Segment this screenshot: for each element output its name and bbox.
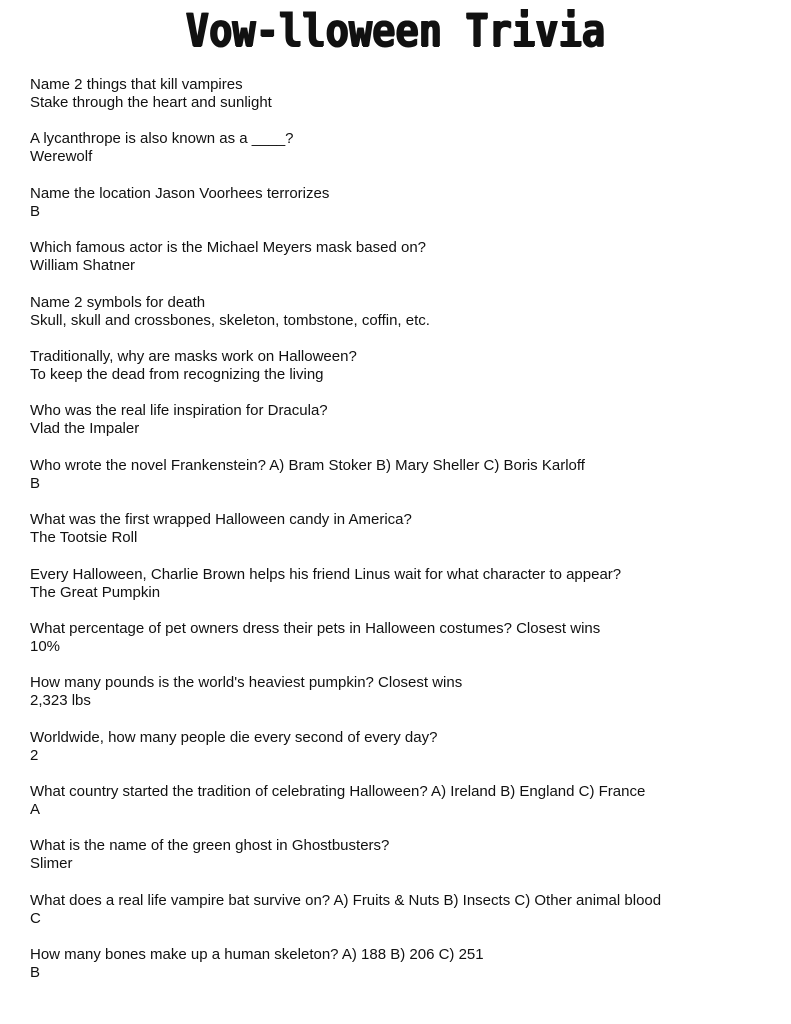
list-item	[30, 674, 770, 728]
question-text: Who wrote the novel Frankenstein? A) Bram Stoker B) Mary Sheller C) Boris Karloff	[30, 456, 585, 474]
list-item	[30, 76, 770, 130]
answer-text: Slimer	[30, 855, 73, 873]
list-item	[30, 294, 770, 348]
question-text: What was the first wrapped Halloween candy in America?	[30, 511, 412, 529]
question-text: Traditionally, why are masks work on Halloween?	[30, 347, 357, 365]
answer-text: Werewolf	[30, 148, 93, 166]
list-item	[30, 620, 770, 674]
answer-text: B	[30, 202, 41, 220]
question-text: Name 2 symbols for death	[30, 293, 206, 311]
question-text: Who was the real life inspiration for Dracula?	[30, 402, 328, 420]
question-text: Worldwide, how many people die every second of every day?	[30, 728, 438, 746]
answer-text: 10%	[30, 637, 61, 655]
list-item	[30, 783, 770, 837]
question-text: Name 2 things that kill vampires	[30, 76, 243, 93]
list-item	[30, 892, 770, 946]
answer-text: The Great Pumpkin	[30, 583, 161, 601]
list-item	[30, 239, 770, 293]
answer-text: William Shatner	[30, 257, 136, 275]
answer-text: C	[30, 909, 41, 927]
list-item	[30, 566, 770, 620]
question-text: Which famous actor is the Michael Meyers mask based on?	[30, 239, 426, 257]
list-item	[30, 837, 770, 891]
answer-text: To keep the dead from recognizing the living	[30, 365, 324, 383]
question-text: A lycanthrope is also known as a ____?	[30, 130, 294, 148]
question-text: What percentage of pet owners dress their pets in Halloween costumes? Closest wins	[30, 619, 601, 637]
list-item	[30, 511, 770, 565]
list-item	[30, 185, 770, 239]
answer-text: 2	[30, 746, 39, 764]
question-text: How many pounds is the world's heaviest pumpkin? Closest wins	[30, 674, 463, 692]
question-text: Name the location Jason Voorhees terrorizes	[30, 184, 330, 202]
answer-text: Vlad the Impaler	[30, 420, 140, 438]
answer-text: B	[30, 474, 41, 492]
question-text: What is the name of the green ghost in Ghostbusters?	[30, 837, 390, 855]
question-list	[30, 76, 770, 1001]
question-text: What country started the tradition of celebrating Halloween? A) Ireland B) England C) France	[30, 783, 646, 801]
list-item	[30, 729, 770, 783]
answer-text: Skull, skull and crossbones, skeleton, tombstone, coffin, etc.	[30, 311, 430, 329]
list-item	[30, 457, 770, 511]
answer-text: Stake through the heart and sunlight	[30, 94, 272, 111]
list-item	[30, 130, 770, 184]
answer-text: The Tootsie Roll	[30, 529, 138, 547]
answer-text: 2,323 lbs	[30, 692, 91, 710]
question-text: How many bones make up a human skeleton? A) 188 B) 206 C) 251	[30, 946, 484, 964]
question-text: Every Halloween, Charlie Brown helps his friend Linus wait for what character to appear?	[30, 565, 622, 583]
list-item	[30, 946, 770, 1000]
answer-text: A	[30, 801, 41, 819]
question-text: What does a real life vampire bat survive on? A) Fruits & Nuts B) Insects C) Other animal blood	[30, 891, 662, 909]
answer-text: B	[30, 964, 41, 982]
page-title: Vow-lloween Trivia	[185, 4, 606, 57]
list-item	[30, 348, 770, 402]
list-item	[30, 402, 770, 456]
